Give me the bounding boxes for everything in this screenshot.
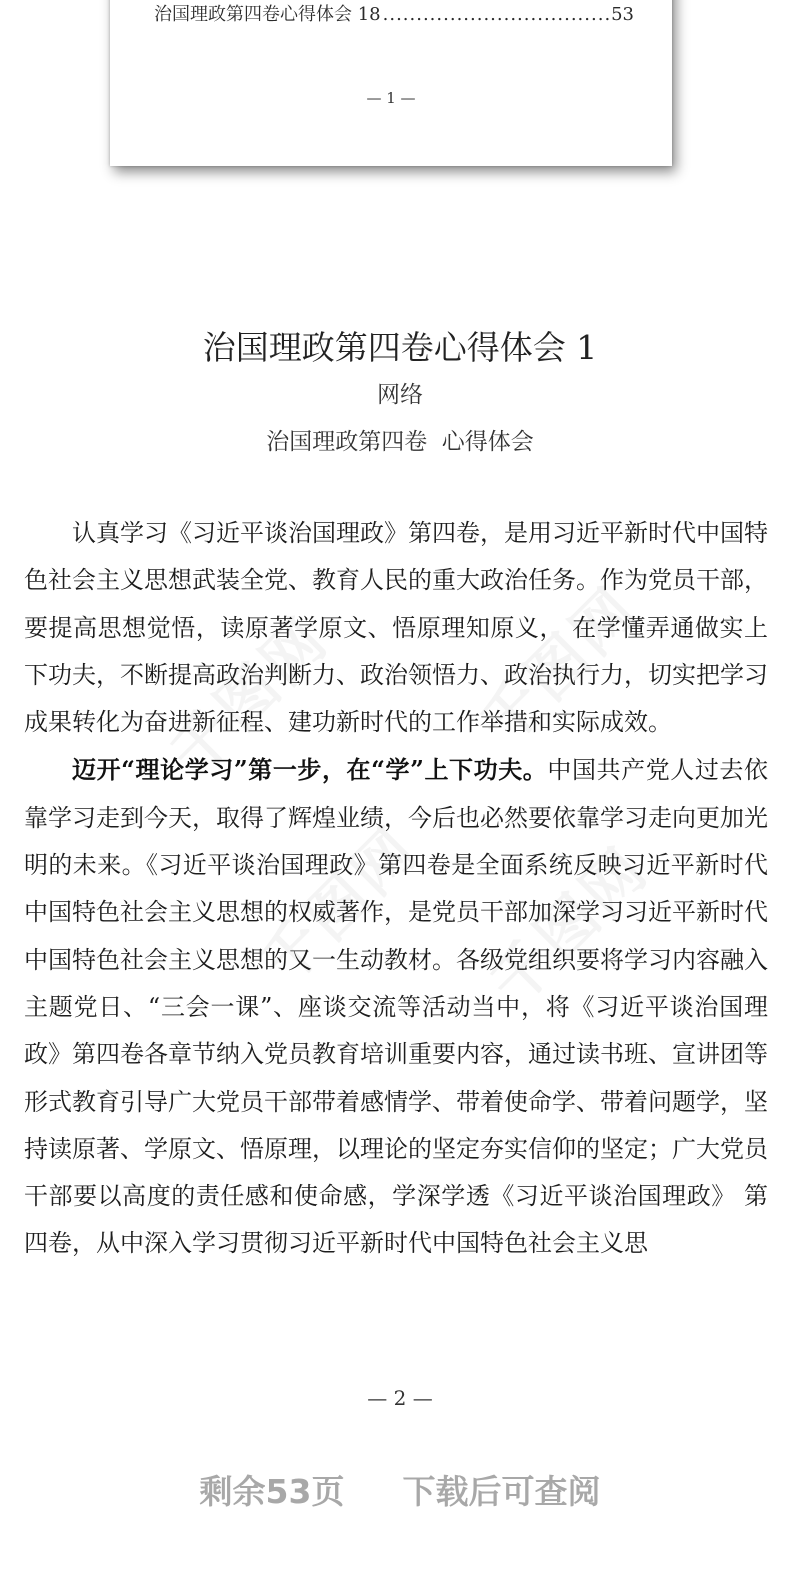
page-number-1: — 1 — <box>366 89 416 107</box>
page-number-2: — 2 — <box>367 1386 433 1410</box>
toc-entry[interactable] <box>154 0 634 26</box>
paragraph-study <box>24 746 768 1267</box>
document-body <box>24 510 768 1268</box>
preview-limit-banner[interactable] <box>0 1466 800 1513</box>
remaining-pages-label: 剩余53页 <box>199 1472 345 1511</box>
document-page-1 <box>110 0 672 166</box>
document-keywords: 治国理政第四卷 心得体会 <box>266 429 534 455</box>
toc-entry-page: 53 <box>611 4 634 25</box>
download-hint-label[interactable]: 下载后可查阅 <box>402 1472 601 1511</box>
paragraph-study-body: 中国共产党人过去依靠学习走到今天，取得了辉煌业绩，今后也必然要依靠学习走向更加光明的未来。《习近平谈治国理政》第四卷是全面系统反映习近平新时代中国特色社会主义思想的权威著作，是党员干部加深学习习近平新时代中国特色社会主义思想的又一生动教材。各级党组织要将学习内容融入主题党日、“三会一课”、座谈交流等活动当中，将《习近平谈治国理政》第四卷各章节纳入党员教育培训重要内容，通过读书班、宣讲团等形式教育引导广大党员干部带着感情学、带着使命学、带着问题学，坚持读原著、学原文、悟原理，以理论的坚定夯实信仰的坚定；广大党员干部要以高度的责任感和使命感，学深学透《习近平谈治国理政》 第四卷，从中深入学习贯彻习近平新时代中国特色社会主义思 <box>24 756 769 1258</box>
paragraph-lead-heading: 迈开“理论学习”第一步，在“学”上下功夫。 <box>72 755 548 785</box>
document-title: 治国理政第四卷心得体会 1 <box>202 328 598 367</box>
paragraph-intro: 认真学习《习近平谈治国理政》第四卷，是用习近平新时代中国特色社会主义思想武装全党、教育人民的重大政治任务。作为党员干部，要提高思想觉悟，读原著学原文、悟原理知原义， 在学懂弄通做实上下功夫，不断提高政治判断力、政治领悟力、政治执行力，切实把学习成果转化为奋进新征程、建功新时代的工作举措和实际成效。 <box>24 519 768 737</box>
toc-entry-title: 治国理政第四卷心得体会 18 <box>154 4 381 25</box>
toc-leader-dots <box>383 4 609 25</box>
document-source: 网络 <box>377 382 423 408</box>
